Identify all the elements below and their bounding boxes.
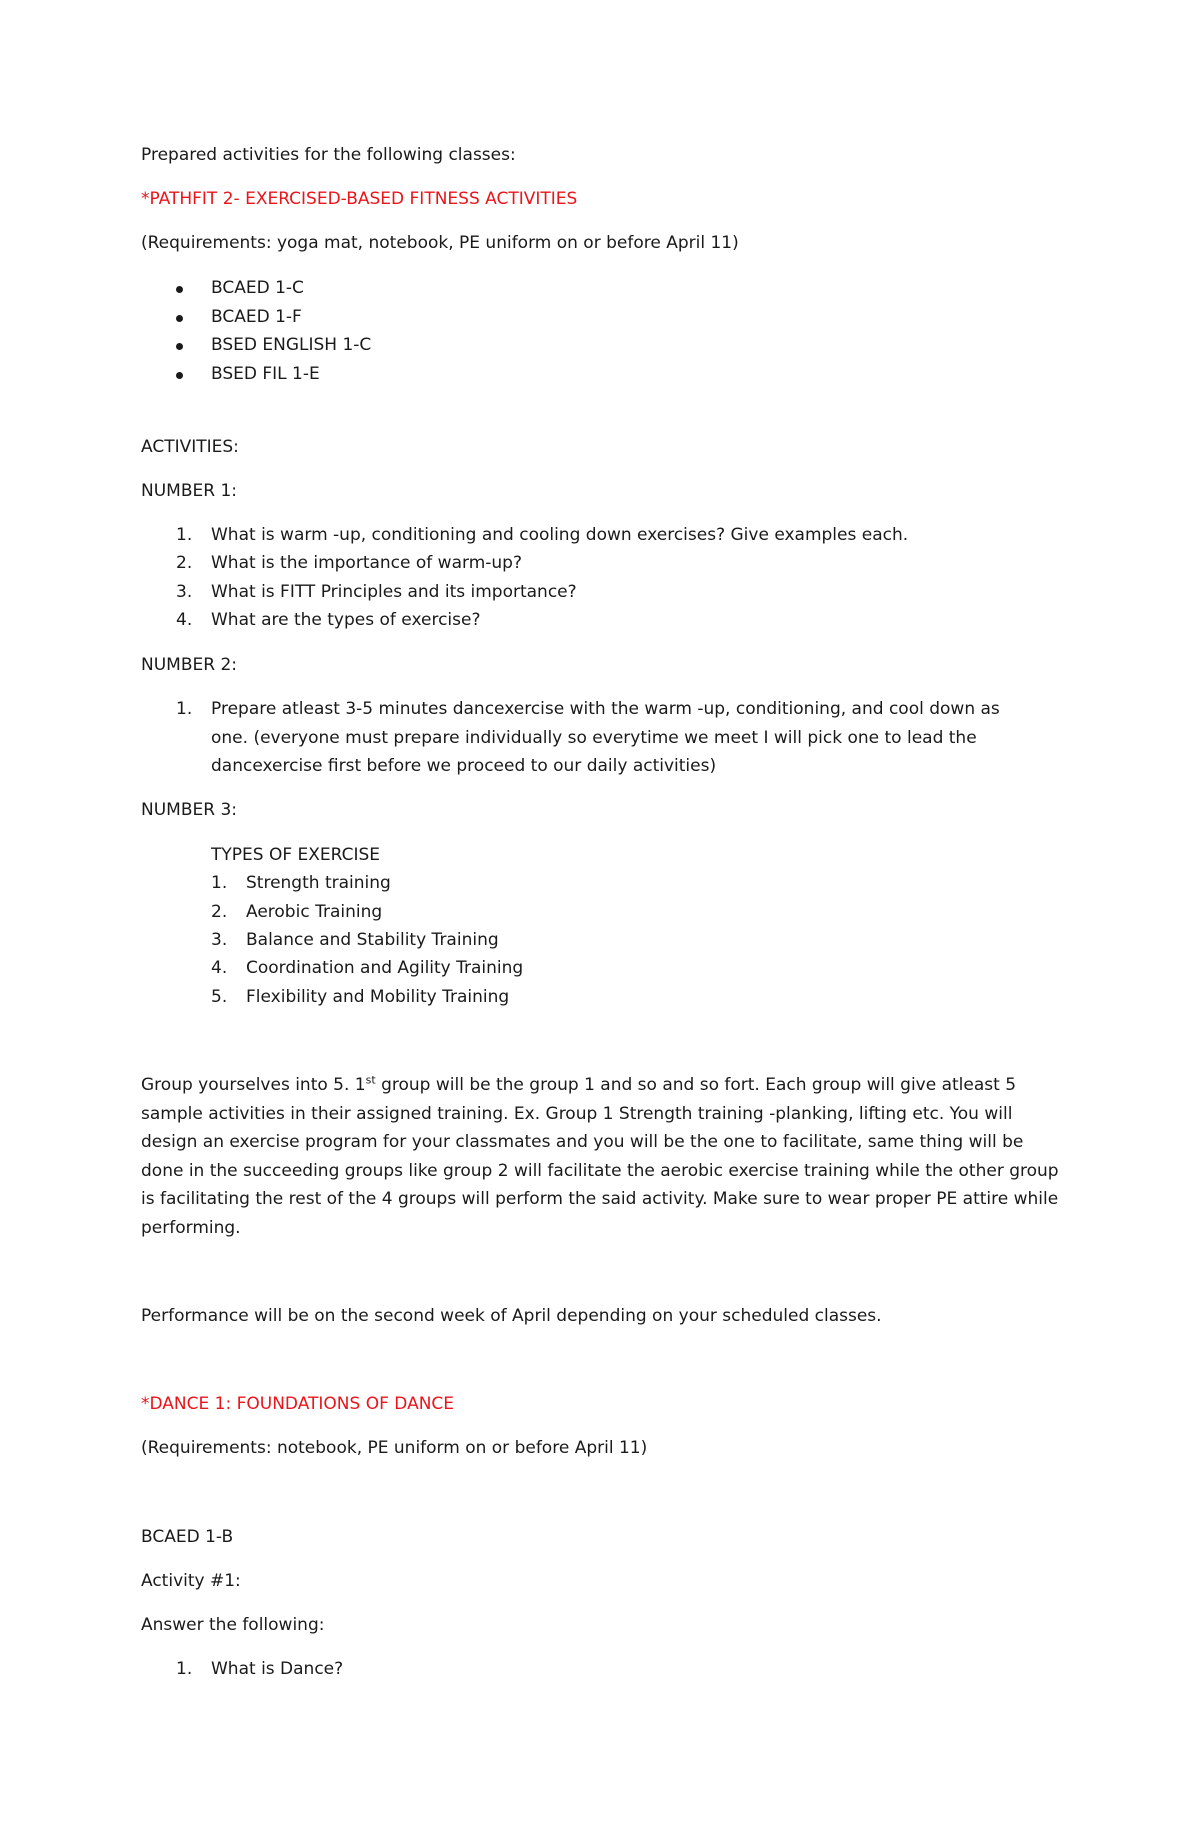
- pathfit-requirements: (Requirements: yoga mat, notebook, PE uniform on or before April 11): [141, 233, 739, 253]
- task-line: dancexercise first before we proceed to our daily activities): [211, 756, 717, 776]
- list-number: 3.: [211, 930, 228, 950]
- exercise-type-item: Balance and Stability Training: [246, 930, 499, 950]
- types-of-exercise-heading: TYPES OF EXERCISE: [211, 845, 381, 865]
- number-1-heading: NUMBER 1:: [141, 481, 237, 501]
- section-heading-dance: *DANCE 1: FOUNDATIONS OF DANCE: [141, 1394, 455, 1414]
- list-number: 3.: [176, 582, 193, 602]
- list-number: 2.: [176, 553, 193, 573]
- section-heading-pathfit: *PATHFIT 2- EXERCISED-BASED FITNESS ACTIVITIES: [141, 189, 578, 209]
- dance-requirements: (Requirements: notebook, PE uniform on or before April 11): [141, 1438, 648, 1458]
- activities-heading: ACTIVITIES:: [141, 437, 239, 457]
- dance-class: BCAED 1-B: [141, 1527, 234, 1547]
- list-number: 1.: [176, 525, 193, 545]
- question-item: What is the importance of warm-up?: [211, 553, 522, 573]
- question-item: What is Dance?: [211, 1659, 344, 1679]
- bullet-marker: [176, 360, 183, 388]
- number-2-heading: NUMBER 2:: [141, 655, 237, 675]
- list-number: 1.: [176, 699, 193, 719]
- class-item: BSED FIL 1-E: [211, 364, 320, 384]
- question-item: What are the types of exercise?: [211, 610, 481, 630]
- list-number: 1.: [176, 1659, 193, 1679]
- number-3-heading: NUMBER 3:: [141, 800, 237, 820]
- list-number: 5.: [211, 987, 228, 1007]
- bullet-marker: [176, 303, 183, 331]
- intro-line: Prepared activities for the following classes:: [141, 145, 516, 165]
- class-item: BCAED 1-F: [211, 307, 302, 327]
- list-number: 4.: [176, 610, 193, 630]
- dance-activity-heading: Activity #1:: [141, 1571, 241, 1591]
- list-number: 2.: [211, 902, 228, 922]
- class-item: BCAED 1-C: [211, 278, 304, 298]
- group-paragraph-start: Group yourselves into 5. 1: [141, 1075, 366, 1095]
- group-paragraph-rest: group will be the group 1 and so and so fort. Each group will give atleast 5 sample activities in their assigned training. Ex. Group 1 Strength training -planking, lifting etc. You will design an exercise program for your classmates and you will be the one to facilitate, same thing will be done in the succeeding groups like group 2 will facilitate the aerobic exercise training while the other group is facilitating the rest of the 4 groups will perform the said activity. Make sure to wear proper PE attire while performing.: [141, 1075, 1059, 1238]
- question-item: What is warm -up, conditioning and cooling down exercises? Give examples each.: [211, 525, 909, 545]
- list-number: 4.: [211, 958, 228, 978]
- dance-instruction: Answer the following:: [141, 1615, 325, 1635]
- ordinal-superscript: st: [365, 1073, 376, 1087]
- class-item: BSED ENGLISH 1-C: [211, 335, 372, 355]
- list-number: 1.: [211, 873, 228, 893]
- exercise-type-item: Coordination and Agility Training: [246, 958, 524, 978]
- question-item: What is FITT Principles and its importance?: [211, 582, 577, 602]
- exercise-type-item: Strength training: [246, 873, 391, 893]
- group-instructions-paragraph: [141, 1071, 1061, 1243]
- performance-note: Performance will be on the second week of April depending on your scheduled classes.: [141, 1306, 882, 1326]
- task-line: one. (everyone must prepare individually so everytime we meet I will pick one to lead the: [211, 728, 977, 748]
- exercise-type-item: Flexibility and Mobility Training: [246, 987, 510, 1007]
- task-line: Prepare atleast 3-5 minutes dancexercise with the warm -up, conditioning, and cool down as: [211, 699, 1000, 719]
- bullet-marker: [176, 331, 183, 359]
- exercise-type-item: Aerobic Training: [246, 902, 383, 922]
- bullet-marker: [176, 274, 183, 302]
